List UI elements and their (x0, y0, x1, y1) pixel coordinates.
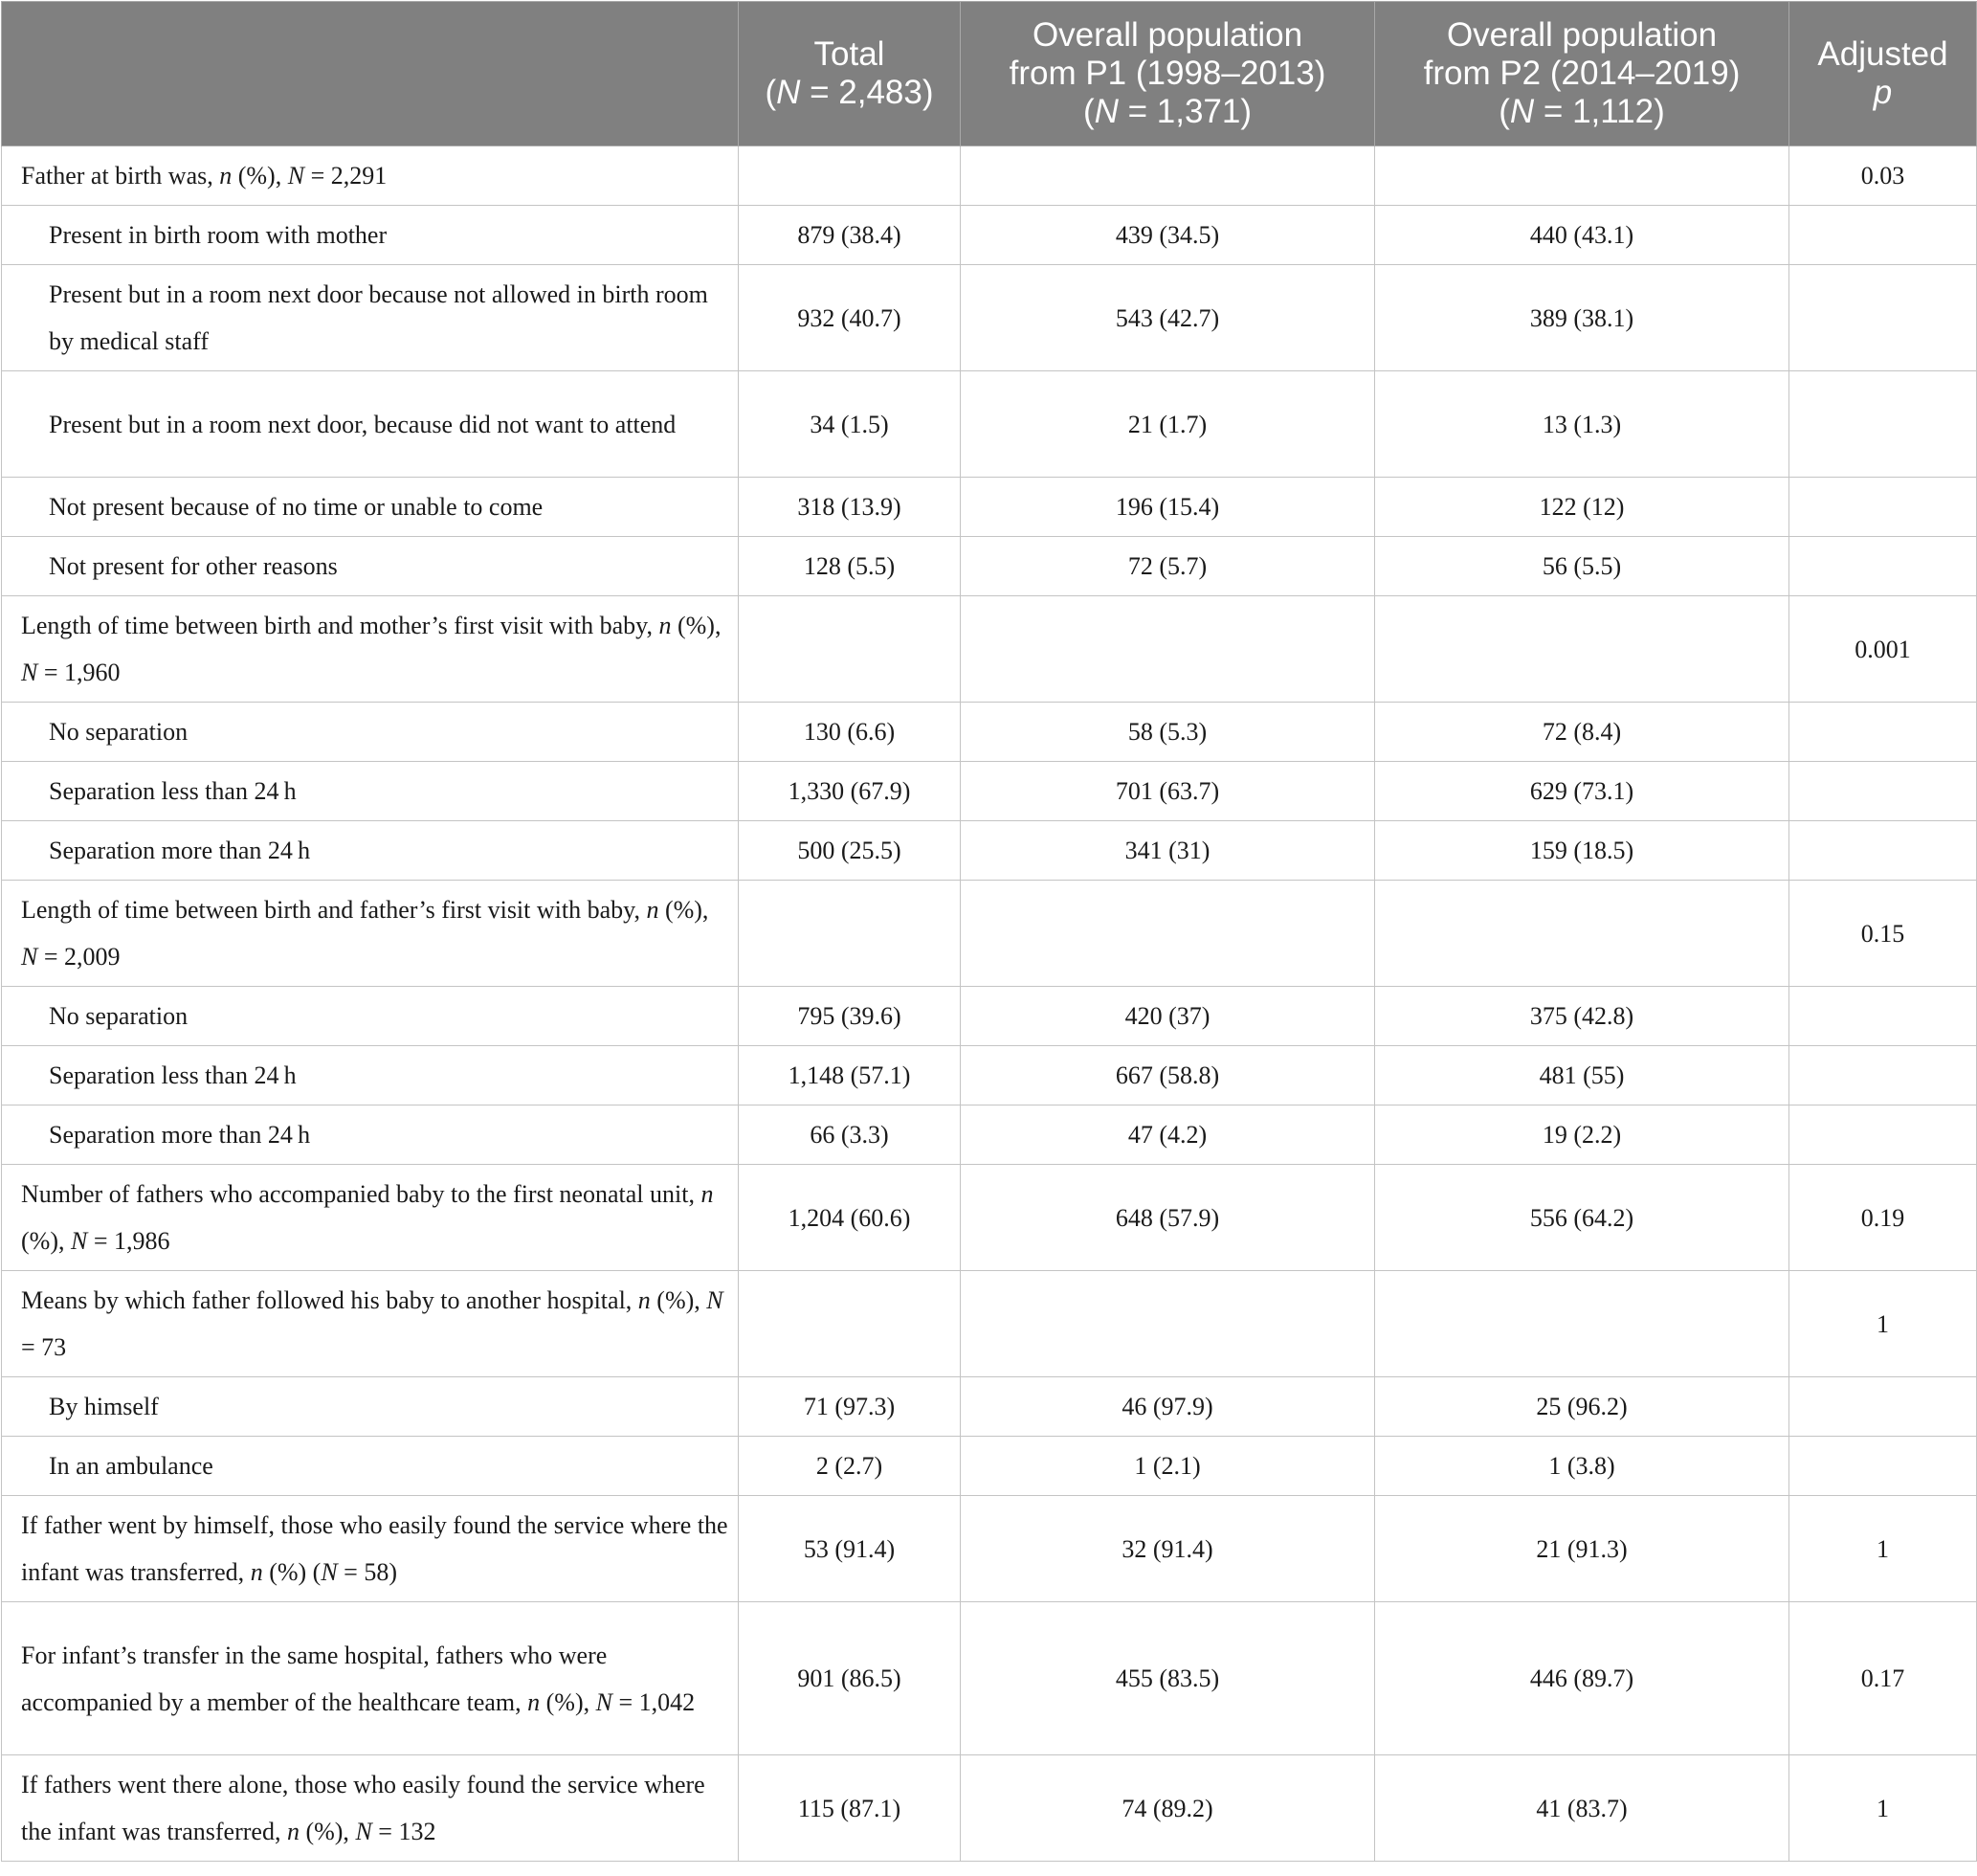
cell-p2: 375 (42.8) (1375, 987, 1789, 1046)
cell-total: 318 (13.9) (739, 478, 961, 537)
cell-p2: 446 (89.7) (1375, 1602, 1789, 1755)
cell-p2 (1375, 1271, 1789, 1377)
table-row (2, 146, 1977, 206)
cell-total: 2 (2.7) (739, 1437, 961, 1496)
table-row (2, 1165, 1977, 1271)
cell-adjusted-p: 0.19 (1789, 1165, 1977, 1271)
cell-p1: 1 (2.1) (961, 1437, 1375, 1496)
cell-p2: 41 (83.7) (1375, 1755, 1789, 1862)
header-p1-n-prefix: ( (1082, 93, 1095, 130)
cell-p2: 122 (12) (1375, 478, 1789, 537)
row-label: Separation less than 24 h (2, 1046, 739, 1106)
cell-p1: 341 (31) (961, 821, 1375, 881)
cell-adjusted-p: 1 (1789, 1755, 1977, 1862)
data-table (1, 1, 1977, 1862)
row-label: Present but in a room next door, because did not want to attend (2, 371, 739, 478)
row-label: If fathers went there alone, those who easily found the service where the infant was transferred, n (%), N = 132 (2, 1755, 739, 1862)
cell-p1: 439 (34.5) (961, 206, 1375, 265)
cell-p2: 629 (73.1) (1375, 762, 1789, 821)
header-p1-line2: from P1 (1998–2013) (1009, 55, 1326, 92)
cell-p2: 159 (18.5) (1375, 821, 1789, 881)
row-label: Number of fathers who accompanied baby to the first neonatal unit, n (%), N = 1,986 (2, 1165, 739, 1271)
table-subrow (2, 1437, 1977, 1496)
cell-p1: 47 (4.2) (961, 1106, 1375, 1165)
cell-p1: 21 (1.7) (961, 371, 1375, 478)
row-label: No separation (2, 703, 739, 762)
cell-total (739, 146, 961, 206)
table-subrow (2, 206, 1977, 265)
cell-p1: 58 (5.3) (961, 703, 1375, 762)
row-label: Length of time between birth and mother’s first visit with baby, n (%), N = 1,960 (2, 596, 739, 703)
cell-adjusted-p (1789, 265, 1977, 371)
cell-p2: 13 (1.3) (1375, 371, 1789, 478)
cell-p2: 481 (55) (1375, 1046, 1789, 1106)
table-container (1, 1, 1976, 1862)
cell-p1: 46 (97.9) (961, 1377, 1375, 1437)
cell-p2: 440 (43.1) (1375, 206, 1789, 265)
cell-p1: 72 (5.7) (961, 537, 1375, 596)
cell-p1: 32 (91.4) (961, 1496, 1375, 1602)
row-label: Separation more than 24 h (2, 821, 739, 881)
cell-p1: 455 (83.5) (961, 1602, 1375, 1755)
table-subrow (2, 703, 1977, 762)
cell-p2 (1375, 596, 1789, 703)
table-subrow (2, 371, 1977, 478)
cell-adjusted-p (1789, 987, 1977, 1046)
cell-p1: 74 (89.2) (961, 1755, 1375, 1862)
header-p2-line2: from P2 (2014–2019) (1423, 55, 1741, 92)
header-p1-line1: Overall population (1032, 16, 1303, 54)
cell-adjusted-p (1789, 1046, 1977, 1106)
cell-adjusted-p: 0.001 (1789, 596, 1977, 703)
header-p2-line1: Overall population (1446, 16, 1718, 54)
cell-p1: 543 (42.7) (961, 265, 1375, 371)
row-label: Separation less than 24 h (2, 762, 739, 821)
cell-adjusted-p: 1 (1789, 1271, 1977, 1377)
cell-p1 (961, 146, 1375, 206)
cell-p1: 196 (15.4) (961, 478, 1375, 537)
row-label: Present in birth room with mother (2, 206, 739, 265)
header-p2-n-prefix: ( (1499, 93, 1510, 130)
cell-p1: 701 (63.7) (961, 762, 1375, 821)
row-label: In an ambulance (2, 1437, 739, 1496)
header-p1-n-var: N (1094, 93, 1119, 130)
header-p1 (961, 2, 1375, 146)
cell-total: 1,204 (60.6) (739, 1165, 961, 1271)
cell-total: 795 (39.6) (739, 987, 961, 1046)
cell-adjusted-p (1789, 371, 1977, 478)
cell-total (739, 596, 961, 703)
cell-p1 (961, 881, 1375, 987)
row-label: Present but in a room next door because not allowed in birth room by medical staff (2, 265, 739, 371)
header-p2 (1375, 2, 1789, 146)
row-label: By himself (2, 1377, 739, 1437)
cell-p2: 389 (38.1) (1375, 265, 1789, 371)
cell-total: 53 (91.4) (739, 1496, 961, 1602)
header-p1-n-rest: = 1,371) (1118, 93, 1253, 130)
table-subrow (2, 821, 1977, 881)
table-row (2, 881, 1977, 987)
table-subrow (2, 1377, 1977, 1437)
header-p-var: p (1873, 74, 1893, 111)
table-subrow (2, 265, 1977, 371)
table-row (2, 1602, 1977, 1755)
table-body (2, 146, 1977, 1862)
header-total-n-rest: = 2,483) (800, 74, 934, 111)
cell-p1: 667 (58.8) (961, 1046, 1375, 1106)
cell-p1: 648 (57.9) (961, 1165, 1375, 1271)
cell-adjusted-p (1789, 478, 1977, 537)
cell-p1: 420 (37) (961, 987, 1375, 1046)
header-total (739, 2, 961, 146)
table-subrow (2, 537, 1977, 596)
cell-adjusted-p (1789, 1437, 1977, 1496)
header-total-n-var: N (776, 74, 801, 111)
cell-p2 (1375, 881, 1789, 987)
cell-p2: 21 (91.3) (1375, 1496, 1789, 1602)
header-label-column (2, 2, 739, 146)
cell-p1 (961, 1271, 1375, 1377)
cell-p2 (1375, 146, 1789, 206)
cell-adjusted-p (1789, 206, 1977, 265)
header-row (2, 2, 1977, 146)
table-row (2, 596, 1977, 703)
header-adjusted-p (1789, 2, 1977, 146)
table-row (2, 1755, 1977, 1862)
cell-total: 932 (40.7) (739, 265, 961, 371)
cell-total: 1,148 (57.1) (739, 1046, 961, 1106)
row-label: Length of time between birth and father’s first visit with baby, n (%), N = 2,009 (2, 881, 739, 987)
header-adjusted-label: Adjusted (1817, 35, 1948, 73)
cell-adjusted-p (1789, 762, 1977, 821)
cell-total: 879 (38.4) (739, 206, 961, 265)
cell-p2: 72 (8.4) (1375, 703, 1789, 762)
cell-adjusted-p (1789, 1377, 1977, 1437)
cell-total: 130 (6.6) (739, 703, 961, 762)
table-subrow (2, 478, 1977, 537)
row-label: If father went by himself, those who easily found the service where the infant was transferred, n (%) (N = 58) (2, 1496, 739, 1602)
cell-p2: 556 (64.2) (1375, 1165, 1789, 1271)
cell-total: 66 (3.3) (739, 1106, 961, 1165)
cell-total: 34 (1.5) (739, 371, 961, 478)
cell-p2: 56 (5.5) (1375, 537, 1789, 596)
cell-adjusted-p: 0.15 (1789, 881, 1977, 987)
cell-p1 (961, 596, 1375, 703)
cell-total: 128 (5.5) (739, 537, 961, 596)
cell-adjusted-p (1789, 1106, 1977, 1165)
cell-p2: 25 (96.2) (1375, 1377, 1789, 1437)
table-header (2, 2, 1977, 146)
header-p2-n-var: N (1509, 93, 1535, 130)
cell-total (739, 881, 961, 987)
cell-total: 115 (87.1) (739, 1755, 961, 1862)
cell-adjusted-p: 1 (1789, 1496, 1977, 1602)
table-row (2, 1496, 1977, 1602)
header-p2-n-rest: = 1,112) (1534, 93, 1665, 130)
header-total-label: Total (813, 35, 885, 73)
row-label: For infant’s transfer in the same hospital, fathers who were accompanied by a member of the healthcare team, n (%), N = 1,042 (2, 1602, 739, 1755)
cell-p2: 19 (2.2) (1375, 1106, 1789, 1165)
row-label: Not present because of no time or unable to come (2, 478, 739, 537)
table-subrow (2, 762, 1977, 821)
cell-total: 71 (97.3) (739, 1377, 961, 1437)
cell-total (739, 1271, 961, 1377)
cell-adjusted-p (1789, 703, 1977, 762)
row-label: Separation more than 24 h (2, 1106, 739, 1165)
header-total-n-prefix: ( (765, 74, 777, 111)
row-label: Father at birth was, n (%), N = 2,291 (2, 146, 739, 206)
table-subrow (2, 1106, 1977, 1165)
table-subrow (2, 1046, 1977, 1106)
cell-total: 901 (86.5) (739, 1602, 961, 1755)
table-row (2, 1271, 1977, 1377)
cell-adjusted-p (1789, 537, 1977, 596)
cell-total: 1,330 (67.9) (739, 762, 961, 821)
cell-adjusted-p: 0.17 (1789, 1602, 1977, 1755)
cell-total: 500 (25.5) (739, 821, 961, 881)
row-label: Not present for other reasons (2, 537, 739, 596)
cell-adjusted-p: 0.03 (1789, 146, 1977, 206)
cell-p2: 1 (3.8) (1375, 1437, 1789, 1496)
row-label: No separation (2, 987, 739, 1046)
cell-adjusted-p (1789, 821, 1977, 881)
table-subrow (2, 987, 1977, 1046)
row-label: Means by which father followed his baby to another hospital, n (%), N = 73 (2, 1271, 739, 1377)
